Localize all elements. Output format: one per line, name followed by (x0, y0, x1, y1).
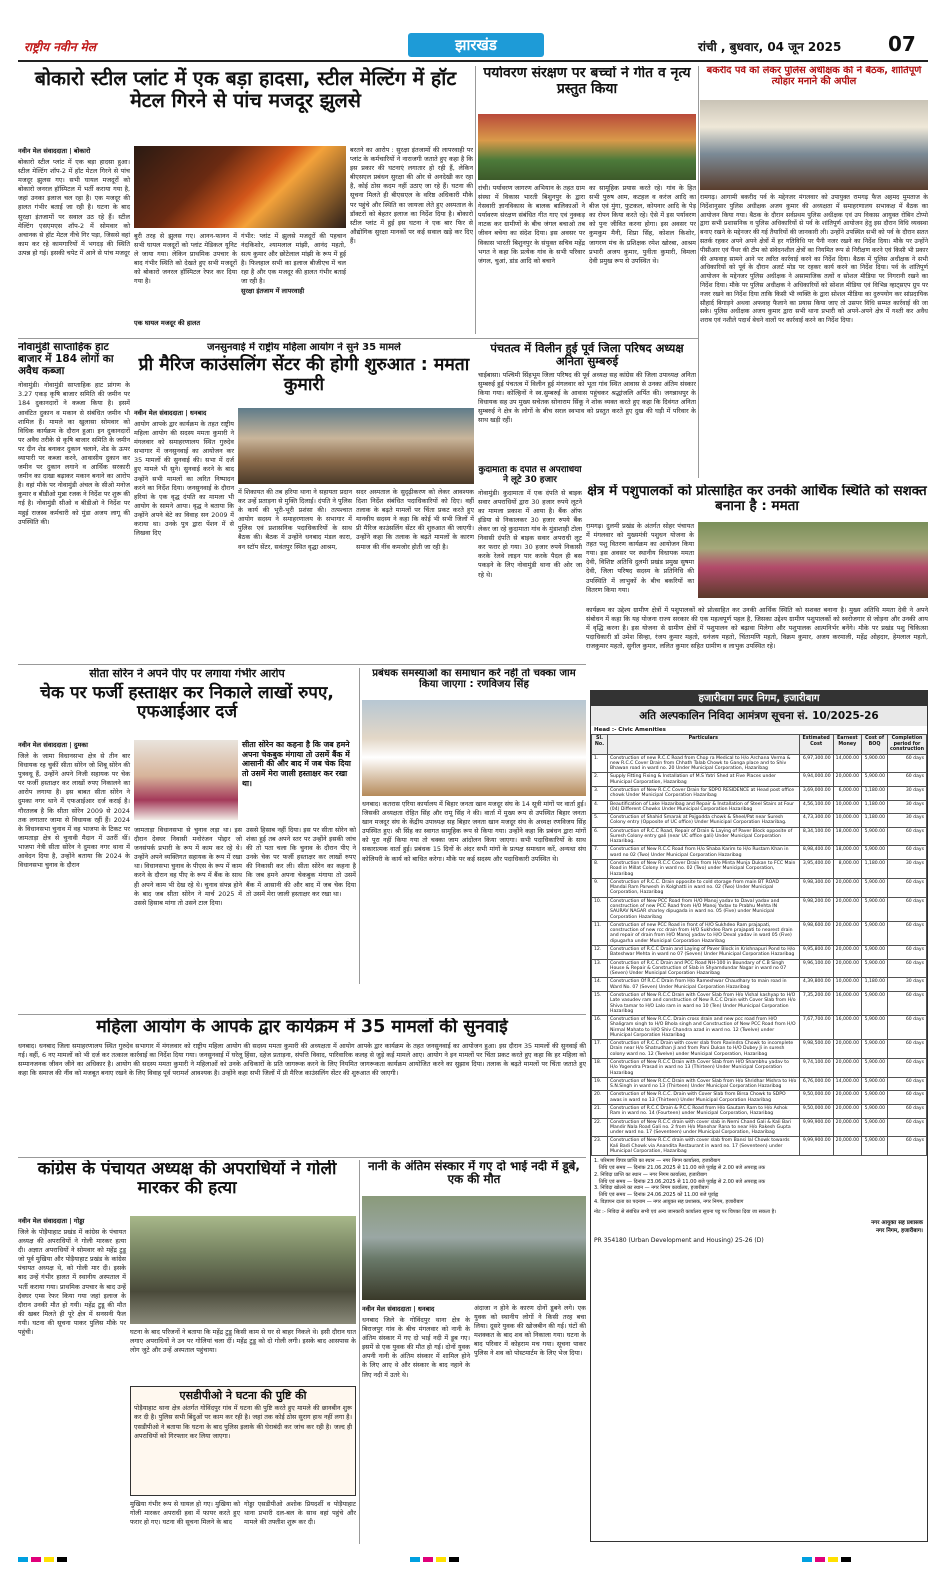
text-col-2: बुरी तरह से झुलस गए। आनन-फानन में सभी घायल मजदूरों को प्लांट मेडिकल यूनिट ले जाया गया। लेकिन प्राथमिक उपचार के बाद गंभीर स्थिति को देखते हुए सभी मजदूरों को बोकारो जनरल हॉस्पिटल रेफर कर दिया गया है। (134, 232, 237, 286)
table-cell: 10,000.00 (833, 978, 861, 992)
tender-head-line: Head :- Civic Amenities (594, 727, 666, 733)
hrule (18, 1157, 586, 1158)
kicker: जनसुनवाई में राष्ट्रीय महिला आयोग ने सुने 35 मामले (207, 342, 401, 353)
table-cell: 5,900.00 (862, 921, 888, 945)
table-row (592, 1059, 927, 1078)
tender-notice (590, 690, 928, 1542)
table-cell: Construction of R.C.C Drain with cover slab from Ravindra Chowk to incomplete Drain near H/o Shatrudhan Ji and from Pani Dukan to H/O Dubey Ji in suresh colony ward no. 12 (Twelve) under Municipal Corporation, Hazaribag (608, 1040, 800, 1059)
table-cell: 5,900.00 (862, 754, 888, 773)
table-cell: 5,900.00 (862, 1077, 888, 1091)
table-cell: 3. (592, 786, 608, 800)
text-col-2: अंदाजा न होने के कारण दोनों डूबने लगे। एक युवक को स्थानीय लोगों ने किसी तरह बचा लिया। दूसरे युवक की खोजबीन की गई। घंटों की मशक्कत के बाद शव को निकाला गया। घटना के बाद परिवार में कोहराम मच गया। सूचना पाकर पुलिस ने शव को पोस्टमार्टम के लिए भेज दिया। (474, 1304, 586, 1358)
meeting-photo (700, 100, 928, 190)
table-cell: Construction of New R.C.C. Drain cross drain and new pcc road from H/O Shaligram singh to H/O Bhola singh and Construction of New PCC Road from H/O Nirmal Mahato to H/O Shiv Chandra azad in ward no. 12 (Twelve) under Municipal Corporation Hazaribag (608, 1016, 800, 1040)
text-col-1: जिले के पोड़ैयाहाट प्रखंड में कांग्रेस के पंचायत अध्यक्ष की अपराधियों ने गोली मारकर हत्या दी। अज्ञात अपराधियों ने सोमवार को महेंद्र टुडू जो पूर्व मुखिया और पोड़ैयाहाट प्रखंड के कांग्रेस पंचायत अध्यक्ष थे, को गोली मार दी। इसके बाद उन्हें गंभीर हालत में स्थानीय अस्पताल में भर्ती कराया गया। प्राथमिक उपचार के बाद उन्हें देवघर एम्स रेफर किया गया जहां इलाज के दौरान उनकी मौत हो गयी। महेंद्र टुडू की मौत की खबर मिलते ही पूरे क्षेत्र में सनसनी फैल गयी। घटना की सूचना पाकर पुलिस मौके पर पहुंची। (18, 1228, 126, 1337)
table-cell: 7,35,200.00 (799, 991, 833, 1015)
tender-title: अति अल्पकालिन निविदा आमंत्रण सूचना सं. 10/2025-26 (591, 706, 927, 726)
table-cell: 19. (592, 1077, 608, 1091)
headline: पर्यावरण संरक्षण पर बच्चों ने गीत व नृत्य प्रस्तुत किया (483, 66, 691, 97)
tender-header: हजारीबाग नगर निगम, हजारीबाग (591, 691, 927, 706)
table-row (592, 991, 927, 1015)
table-cell: 20,000.00 (833, 773, 861, 787)
byline: नवीन मेल संवाददाता | धनबाद (134, 409, 207, 417)
table-row (592, 860, 927, 879)
gutter-rule (359, 668, 360, 984)
table-row (592, 1137, 927, 1156)
page-number: 07 (888, 32, 916, 56)
table-row (592, 846, 927, 860)
story-pre-marriage-counselling (134, 342, 474, 658)
story-anita-sumbrui (478, 342, 696, 462)
table-row (592, 827, 927, 846)
byline: नवीन मेल संवाददाता | दुमका (18, 741, 88, 749)
text-col-3: गंभीर: प्लांट में झुलसे मजदूरों की पहचान नंदकिशोर, श्यामलाल मांझी, आनंद महतो, सत्य कुमार और छोटेलाल मांझी के रूप में हुई है। फिलहाल सभी का इलाज बीजीएच में चल रहा है और एक मजदूर की हालत गंभीर बताई जा रही है। (241, 232, 346, 286)
col-period: Completion period for construction (888, 735, 927, 755)
table-cell: 5,900.00 (862, 1040, 888, 1059)
headline: कुदामाता के दंपति से अपराधियों ने लूटे 30 हजार (478, 466, 582, 485)
table-cell: 1,180.00 (862, 978, 888, 992)
text-col-1: आयोग आपके द्वार कार्यक्रम के तहत राष्ट्रीय महिला आयोग की सदस्य ममता कुमारी ने मंगलवार को समाहरणालय स्थित गुरुदेव सभागार में जनसुनवाई का आयोजन कर 35 मामलों की सुनवाई की। सभा में दर्ज हुए मामले भी सुने। सुनवाई करने के बाद उन्होंने सभी मामलों का त्वरित निष्पादन करने का निर्देश दिया। जनसुनवाई के दौरान हरियां के एक वृद्ध दंपति का मामला भी आयोग के सामने आया। वृद्ध ने बताया कि उन्होंने अपने बेटे का विवाह सन 2009 में कराया था। उनके पुत्र द्वारा पेंशन में से लिखवा दिए (134, 420, 234, 538)
text-col-3: मुखिया गंभीर रूप से घायल हो गए। मुखिया को गोली मारकर अपराधी हवा में फायर करते हुए फरार हो गए। घटना की सूचना मिलने के बाद (130, 1500, 240, 1527)
table-cell: 60 days (888, 1077, 927, 1091)
hrule (18, 664, 586, 665)
col-boq: Cost of BOQ (862, 735, 888, 755)
table-cell: Construction of New R.C.C Cover Drain for SDPO RESIDENCE at Head post office chowk Under Municipal Corporation Hazaribag (608, 786, 800, 800)
col-earnest: Earnest Money (833, 735, 861, 755)
table-cell: 60 days (888, 1105, 927, 1119)
river-photo (362, 1196, 586, 1300)
table-cell: Construction of New R.C.C drain with cover slab in Nemi Chand Gali & Kali Bari Mandir Nala Road Gali no. 2 from H/o Manohar Rana to near H/o Rakesh Gupta under ward no. 17 (Seventeen) under Municipal Corporation, Hazaribag (608, 1118, 800, 1137)
table-row (592, 1105, 927, 1119)
table-cell: 5,900.00 (862, 773, 888, 787)
table-row (592, 1077, 927, 1091)
table-row (592, 897, 927, 921)
text-col-1: रामगढ़। दुलमी प्रखंड के अंतर्गत सोहर पंचायत में मंगलवार को मुख्यमंत्री पशुधन योजना के तहत पशु वितरण कार्यक्रम का आयोजन किया गया। इस अवसर पर स्थानीय विधायक ममता देवी, विशिष्ट अतिथि दुलमी प्रखंड प्रमुख सुषमा देवी, जिला परिषद सदस्य के प्रतिनिधि की उपस्थिति में लाभुकों के बीच बकरियों का वितरण किया गया। (586, 522, 694, 594)
table-cell: 4,56,100.00 (799, 800, 833, 814)
table-cell: Construction of New R.C.C Cover Drain from H/o Minta Munja Dukan to FCC Main Road in Millat Colony in ward no. 02 (Two) under Municipal Corporation, Hazaribag (608, 860, 800, 879)
table-cell: 5,900.00 (862, 1059, 888, 1078)
text: नोवामुंडी। नोवामुंडी साप्ताहिक हाट प्रांगण के 3.27 एकड़ कृषि बाजार समिति की जमीन पर 184 दुकानदारों ने कब्जा किया है। इसमें आवंटित दुकान व मकान से संबंधित जमीन भी शामिल हैं। मामले का खुलासा सोमवार को विधिक कार्यक्रम के दौरान हुआ। इन दुकानदारों पर अवैध तरीके से कृषि बाजार समिति के जमीन पर दीन शेड बनाकर दुकान चलाने, शेड के ऊपर व्यापारी पर कब्जा करने, आवासीय दुकान कर जमीन पर दुकान लगाने व आर्थिक सरकारी जमीन का दाखा बढ़ाकर मकान बनाने का आरोप है। वहां मौके पर नोवामुंडी अंचल के सीओ मनोज कुमार व बीडीओ मुन्ना रजक ने निर्देश पर शुरू की गई है। नोवामुंडी सीओ व बीडीओ ने निर्देश पर महुई राजस्व कर्मचारी को मुंडा अजय लागू की उपस्थिति की। (18, 381, 130, 526)
table-cell: 5,900.00 (862, 1105, 888, 1119)
table-cell: 3,69,000.00 (799, 786, 833, 800)
table-cell: 5,900.00 (862, 1137, 888, 1156)
tender-pr: PR 354180 (Urban Development and Housing) 25-26 (D) (594, 1236, 764, 1244)
text-col-4: बरतने का आरोप : सुरक्षा इंतजामों की लापरवाही पर प्लांट के कर्मचारियों ने नाराजगी जताते हुए कहा है कि इस प्रकार की घटनाएं लगातार हो रही हैं, लेकिन बीएसएल प्रबंधन सुरक्षा की ओर से अनदेखी कर रहा है, कोई ठोस कदम नहीं उठाए जा रहे हैं। घटना की सूचना मिलते ही बीएसएल के वरिष्ठ अधिकारी मौके पर पहुंचे और स्थिति का जायजा लेते हुए अस्पताल के डॉक्टरों को बेहतर इलाज का निर्देश दिया है। बोकारो स्टील प्लांट में हुई इस घटना ने एक बार फिर से औद्योगिक सुरक्षा मानकों पर कई सवाल खड़े कर दिए हैं। (350, 146, 473, 245)
subhead: सुरक्षा इंतजाम में लापरवाही (241, 286, 305, 295)
story-river-drowning (362, 1160, 586, 1544)
story-livestock (586, 484, 928, 684)
ranvijay-photo (362, 700, 586, 796)
table-cell: 60 days (888, 959, 927, 978)
table-cell: 23. (592, 1137, 608, 1156)
table-cell: 20,000.00 (833, 1118, 861, 1137)
table-cell: Construction of New R.C.C. Drain with Cover Slab from Birsa Chowk to SDPO awas in ward no 13 (Thirteen) Under Municipal Corporation Hazaribag (608, 1091, 800, 1105)
note-line: 3. निविदा खोलने का स्थान — नगर निगम कार्यालय, हजारीबाग (594, 1185, 709, 1192)
section-banner (408, 33, 544, 57)
table-cell: 10. (592, 897, 608, 921)
text-col-2: जामताड़ा विधानसभा से चुनाव लड़ा था। इस दौरान देवघर निवासी मनोरंजन पोद्दार जो जनसंपर्क प्रभारी के रूप में काम कर रहे थे। उन्होंने अपने व्यक्तिगत सहायक के रूप में रखा था। विधानसभा चुनाव के पीएस के रूप में काम करने के दौरान वह पीए के रूप में बैंक के साथ ही अपने काम भी देख रहे थे। चुनाव संपन्न होने के बाद जब सीता सोरेन ने मार्च 2025 में उससे हिसाब मांगा तो उसने टाल दिया। (134, 826, 242, 907)
table-cell: 5,900.00 (862, 897, 888, 921)
table-cell: 2. (592, 773, 608, 787)
table-cell: Construction of New R.C.C Drain with Cover Slab from H/o Vishal kashyap to H/O Late vasudev ram and construction of New R.C.C Drain with Cover Slab from H/o Shiva tamar to H/O Lalo ram in ward no 10 (Ten) Under Municipal Corporation Hazaribag (608, 991, 800, 1015)
table-cell: 30 days (888, 860, 927, 879)
table-cell: 5,900.00 (862, 827, 888, 846)
table-cell: 9,99,900.00 (799, 1137, 833, 1156)
note-line: तिथि एवं समय — दिनांक 21.06.2025 से 11.00 बजे पूर्वाह्न से 2.00 बजे अपराह्न तक (594, 1165, 766, 1172)
table-cell: 9,98,300.00 (799, 878, 833, 897)
text-col-1: बोकारो स्टील प्लांट में एक बड़ा हादसा हुआ। स्टील मेल्टिंग शॉप-2 में हॉट मेटल गिरने से पांच मजदूर झुलस गए। सभी घायल मजदूरों को बोकारो जनरल हॉस्पिटल में भर्ती कराया गया है, जहां उनका इलाज चल रहा है। एक मजदूर की हालत गंभीर बताई जा रही है। घटना के बाद सुरक्षा इंतजामों पर सवाल उठ रहे हैं। स्टील मेल्टिंग एसएमएस शॉप-2 में सोमवार को अचानक से हॉट मेटल नीचे गिर पड़ा, जिससे वहां काम कर रहे कामगारियों में भगदड़ की स्थिति उत्पन्न हो गई। इसकी चपेट में आने से पांच मजदूर (18, 158, 130, 257)
table-row (592, 814, 927, 828)
table-row (592, 786, 927, 800)
table-row (592, 959, 927, 978)
headline: नानी के अंतिम संस्कार में गए दो भाई नदी में डूबे, एक की मौत (368, 1160, 580, 1187)
table-row (592, 773, 927, 787)
table-cell: 5. (592, 814, 608, 828)
gutter-rule (475, 66, 476, 334)
table-cell: Construction of new PCC Road in front of H/O Sukhdeo Ram prajapati, construction of new rcc drain from H/O Sukhdeo Ram prajapati to nearest drain and repair of drain from H/O Manoj yadav to H/O Deval yadav in ward 05 (Five) dipugarha under Municipal Corporation Hazaribag (608, 921, 800, 945)
table-cell: Construction of R.C.C Drain and Laying of Paver Block in Krishnapuri Pond to H/o Bateshwar Mehta in ward no 07 (Seven) Under Municipal Corporation Hazaribag (608, 945, 800, 959)
sdpo-box (130, 1386, 356, 1496)
hrule (18, 1014, 586, 1015)
table-cell: 21. (592, 1105, 608, 1119)
story-environment (478, 66, 696, 338)
text-col-4: गोड्डा एसडीपीओ अशोक प्रियदर्शी व पोड़ैयाहाट थाना प्रभारी दल-बल के साथ वहां पहुंचे और मामले की तफ्तीश शुरू कर दी। (244, 1500, 356, 1527)
table-cell: 9. (592, 878, 608, 897)
table-cell: 6,76,000.00 (799, 1077, 833, 1091)
story-ranvijay-singh (362, 668, 586, 984)
table-cell: 60 days (888, 1118, 927, 1137)
table-row (592, 1091, 927, 1105)
tender-table (591, 734, 927, 1156)
photo-caption: एक घायल मजदूर की हालत (134, 319, 201, 327)
table-cell: 7. (592, 846, 608, 860)
masthead (18, 30, 928, 60)
story-congress-murder (18, 1160, 356, 1544)
paper-logo: राष्ट्रीय नवीन मेल (24, 40, 96, 54)
table-cell: Construction of R.C.C Drain & P.C.C Road from H/o Gautam Ram to H/o Ashok Ram in ward no. 14 (Fourteen) under Municipal Corporation, Hazaribag (608, 1105, 800, 1119)
table-cell: 7,67,700.00 (799, 1016, 833, 1040)
headline: पंचतत्व में विलीन हुई पूर्व जिला परिषद अध्यक्ष अनिता सुम्बरुई (490, 342, 684, 368)
story-bokaro (18, 66, 473, 334)
text: धनबाद। धनबाद जिला समाहरणालय स्थित गुरुदेव सभागार में मंगलवार को राष्ट्रीय महिला आयोग की सदस्य ममता कुमारी की अध्यक्षता में आयोग आपके द्वार कार्यक्रम के तहत जनसुनवाई का आयोजन हुआ। इस दौरान 35 मामलों की सुनवाई की गई। वहीं, 6 नए मामलों को भी दर्ज कर तत्काल कार्रवाई का निर्देश दिया गया। जनसुनवाई में घरेलू हिंसा, दहेज प्रताड़ना, संपत्ति विवाद, पारिवारिक कलह से जुड़े कई मामले आए। आयोग ने इन मामलों पर चिंता प्रकट करते हुए कहा कि हर महिला को सम्मानजनक जीवन जीने का अधिकार है। आयोग की सदस्य ममता कुमारी ने महिलाओं को उनके अधिकारों के प्रति जागरूक करने के लिए नियमित जागरूकता कार्यक्रम आयोजित करने का सुझाव दिया। तलाक के बढ़ते मामलों पर चिंता जताते हुए कहा कि समाज की नींव को मजबूत बनाए रखने के लिए विवाह पूर्व परामर्श आवश्यक है। उन्होंने कहा सभी जिलों में प्री मैरिज काउंसलिंग सेंटर की शुरुआत की जाएगी। (18, 1041, 586, 1077)
story-bakrid-meeting (700, 66, 928, 478)
table-cell: 9,94,000.00 (799, 773, 833, 787)
headline: प्री मैरिज काउंसलिंग सेंटर की होगी शुरुआत : ममता कुमारी (138, 355, 470, 395)
table-cell: 4,73,300.00 (799, 814, 833, 828)
table-cell: 9,96,100.00 (799, 959, 833, 978)
table-row (592, 921, 927, 945)
table-cell: 5,900.00 (862, 1091, 888, 1105)
table-cell: 14,000.00 (833, 1077, 861, 1091)
table-cell: 9,50,000.00 (799, 1091, 833, 1105)
section-title: झारखंड (455, 36, 497, 54)
table-cell: 9,98,600.00 (799, 921, 833, 945)
table-cell: 5,900.00 (862, 1118, 888, 1137)
table-cell: 20,000.00 (833, 921, 861, 945)
table-cell: 8,98,400.00 (799, 846, 833, 860)
table-cell: 60 days (888, 827, 927, 846)
headline: चेक पर फर्जी हस्ताक्षर कर निकाले लाखों रुपए, एफआईआर दर्ज (40, 683, 334, 723)
table-cell: 60 days (888, 1091, 927, 1105)
table-row (592, 1016, 927, 1040)
sita-soren-photo (134, 740, 238, 820)
crowd-photo (130, 1216, 356, 1324)
table-cell: Construction of R.C.C. Drain opposite to cold storage from main BT ROAD Mandai Ram Parwesh in Kolghatti in ward no. 02 (Two) Under Municipal Corporation, Hazaribag (608, 878, 800, 897)
table-cell: 9,74,100.00 (799, 1059, 833, 1078)
table-cell: 15. (592, 991, 608, 1015)
table-cell: 20,000.00 (833, 1059, 861, 1078)
table-cell: 30 days (888, 786, 927, 800)
table-cell: Construction of New R.C.C drain with cover slab from Bansi lal Chowk towards Kali Badi Chowk via Anandita Restaurant in ward no. 17 (Seventeen) under Municipal Corporation, Hazaribag (608, 1137, 800, 1156)
table-cell: 18,000.00 (833, 846, 861, 860)
text-col-2: में शिकायत की तब हरिया थाना ने सहायता प्रदान कर उन्हें प्रताड़ना से मुक्ति दिलाई। दंपति ने पुलिस के कार्य की भूरी-भूरी प्रशंसा की। तत्पश्चात आयोग सदस्य ने समाहरणालय के सभागार में पुलिस एवं प्रशासनिक पदाधिकारियों के साथ बैठक की। बैठक में उन्होंने धनबाद मंडल कारा, वन स्टॉप सेंटर, सवंतपुर स्थित वृद्धा आश्रम, (238, 488, 352, 551)
registration-marks (18, 1550, 928, 1562)
table-cell: 6. (592, 827, 608, 846)
table-cell: 8. (592, 860, 608, 879)
table-row (592, 945, 927, 959)
table-cell: 5,900.00 (862, 878, 888, 897)
headline: क्षेत्र में पशुपालकों को प्रोत्साहित कर उनकी आर्थिक स्थिति को सशक्त बनाना है : ममता (587, 484, 927, 515)
table-cell: Construction of Shahid Smarak at Pojgodda chowk & Sheel/Pat near Suresh Colony entry (Opposite of UC office) Under Municipal Corporation Hazaribag. (608, 814, 800, 828)
table-cell: 6,97,300.00 (799, 754, 833, 773)
text-col-1: रांची। पर्यावरण जागरण अभियान के तहत ग्राम संस्था में विकास भारती बिशुनपुर के द्वारा गेसवारी ज्ञानविकास के बालक बालिकाओं ने पर्यावरण संरक्षण संबंधित गीत गाए एवं नुक्कड़ नाटक कर ग्रामीणों के बीच जंगल बचाओ तब जीवन बचेगा का संदेश दिया। इस अवसर पर विकास भारती बिशुनपुर के संयुक्त सचिव महेंद्र भगत ने कहा कि प्रत्येक गांव के सभी परिवार जंगल, चुआं, डांड आदि को बचाने (478, 184, 585, 265)
table-cell: 9,99,900.00 (799, 1118, 833, 1137)
table-cell: 20,000.00 (833, 1105, 861, 1119)
headline: बोकारो स्टील प्लांट में एक बड़ा हादसा, स्टील मेल्टिंग में हॉट मेटल गिरने से पांच मजदूर झुलसे (34, 67, 457, 112)
table-cell: 14. (592, 978, 608, 992)
table-cell: 1. (592, 754, 608, 773)
table-cell: 12. (592, 945, 608, 959)
tender-sign: नगर आयुक्त सह प्रशासक नगर निगम, हजारीबाग। (871, 1219, 923, 1234)
table-cell: 60 days (888, 921, 927, 945)
table-cell: 20,000.00 (833, 945, 861, 959)
table-cell: 20,000.00 (833, 1137, 861, 1156)
table-cell: 20,000.00 (833, 1040, 861, 1059)
pull-quote: सीता सोरेन का कहना है कि जब हमने अपना चेकबुक मंगाया तो उसमें बैंक में आसानी की और बाद में जब चेक दिया तो उसमें मेरा जाली हस्ताक्षर कर रखा था। (242, 740, 351, 788)
table-cell: 30 days (888, 800, 927, 814)
table-cell: Construction of New R.C.C Drain with Cover Slab from H/O Shambhu yadav to H/o Yogendra Prasad in ward no 13 (Thirteen) Under Municipal Corporation Hazaribag (608, 1059, 800, 1078)
table-cell: 60 days (888, 897, 927, 921)
table-cell: 5,900.00 (862, 846, 888, 860)
text: चाईबासा। पश्चिमी सिंहभूम जिला परिषद की पूर्व अध्यक्ष सह कांग्रेस की जिला उपाध्यक्ष अनिता सुम्बरुई हुई पंचतत्व में विलीन हुई मंगलवार को भूता गांव स्थित आवास से उनका अंतिम संस्कार किया गया। कोल्हिनों ने स्व.सुम्बरुई के आवास पहुंचकर श्रद्धांजलि अर्पित की। जगन्नाथपुर के विधायक सह उप मुख्य सचेतक सोनाराम सिंकू ने शोक व्यक्त करते हुए कहा कि दिवंगत अनिता सुम्बरुई ने क्षेत्र के लोगों के बीच सरल स्वभाव को प्रस्तुत करते हुए दुख की घड़ी में परिवार के साथ खड़ी रहीं। (478, 370, 696, 425)
table-cell: 3,95,400.00 (799, 860, 833, 879)
hrule (18, 338, 698, 339)
table-row (592, 1118, 927, 1137)
table-cell: 8,34,100.00 (799, 827, 833, 846)
byline: नवीन मेल संवाददाता | धनबाद (362, 1305, 435, 1313)
table-cell: 5,900.00 (862, 1016, 888, 1040)
table-cell: 6,000.00 (833, 786, 861, 800)
table-row (592, 878, 927, 897)
table-cell: Construction of New PCC Road from H/O Manoj yadav to Daval yadav and construction of new PCC Road from H/O Manoj Yadav to Prabhu Mehta IN SAURAV NAGAR sharley dipugada in ward no. 05 (Five) under Municipal Corporation Hazaribag (608, 897, 800, 921)
table-cell: Beautification of Lake Hazaribag and Repair & Installation of Steel Stairs at Four (04) Different Chowks Under Municipal Corporation Hazaribag (608, 800, 800, 814)
table-cell: 16,000.00 (833, 991, 861, 1015)
table-cell: 5,900.00 (862, 959, 888, 978)
table-cell: 20,000.00 (833, 959, 861, 978)
byline: नवीन मेल संवाददाता | बोकारो (18, 147, 91, 155)
table-row (592, 754, 927, 773)
table-cell: 1,180.00 (862, 814, 888, 828)
note-line: तिथि एवं समय — दिनांक 24.06.2025 को 11.00 बजे पूर्वाह्न (594, 1192, 719, 1199)
table-cell: 16. (592, 1016, 608, 1040)
table-cell: 18. (592, 1059, 608, 1078)
col-sl: Sl. No. (592, 735, 608, 755)
tender-notes (591, 1156, 927, 1207)
table-cell: 60 days (888, 754, 927, 773)
headline: प्रबंधक समस्याओं का समाधान करें नहीं तो चक्का जाम किया जाएगा : रणविजय सिंह (372, 668, 576, 691)
table-cell: 9,50,000.00 (799, 1105, 833, 1119)
table-cell: 30 days (888, 814, 927, 828)
table-row (592, 978, 927, 992)
story-novamundi-hat (18, 342, 130, 662)
table-cell: 11. (592, 921, 608, 945)
livestock-photo (698, 522, 928, 598)
table-cell: 60 days (888, 1137, 927, 1156)
col-particulars: Particulars (608, 735, 800, 755)
note-line: 4. विज्ञापन दाता का पदनाम — नगर आयुक्त सह प्रशासक, नगर निगम, हजारीबाग (594, 1198, 744, 1205)
table-cell: 9,98,200.00 (799, 897, 833, 921)
text: धनबाद। कतरास एरिया कार्यालय में बिहार जनता खान मजदूर संघ के 14 सूत्री मांगों पर वार्ता हुई। जिसकी अध्यक्षता रोहित सिंह और रामू सिंह ने की। वार्ता में मुख्य रूप से उपस्थित बिहार जनता खान मजदूर संघ के केंद्रीय उपाध्यक्ष सह बिहार जनता खान मजदूर संघ के अध्यक्ष रणविजय सिंह उपस्थित हुए। श्री सिंह का स्वागत सामूहिक रूप से किया गया। उन्होंने कहा कि प्रबंधन द्वारा मांगों को पूरा नहीं किया गया तो चक्का जाम आंदोलन किया जाएगा। सभी पदाधिकारियों के साथ सकारात्मक वार्ता हुई। प्रबंधक 15 दिनों के अंदर सभी मांगों के प्रत्यक्ष समाधान करें, अन्यथा संघ कोलियरी के कार्य को बाधित करेगा। मौके पर कई सदस्य और पदाधिकारी उपस्थित थे। (362, 800, 586, 863)
masthead-rule (18, 60, 928, 62)
table-cell: 20,000.00 (833, 897, 861, 921)
hearing-photo (238, 408, 474, 484)
table-cell: 60 days (888, 1016, 927, 1040)
story-kudamata-loot (478, 466, 582, 656)
table-cell: 60 days (888, 773, 927, 787)
table-cell: 5,900.00 (862, 945, 888, 959)
table-cell: 60 days (888, 878, 927, 897)
table-cell: 4,39,800.00 (799, 978, 833, 992)
headline: बकरीद पर्व को लेकर पुलिस अधीक्षक की ने बैठक, शांतिपूर्ण त्योहार मनाने की अपील (706, 66, 922, 87)
table-row (592, 800, 927, 814)
table-cell: 60 days (888, 1059, 927, 1078)
table-cell: 5,900.00 (862, 991, 888, 1015)
table-row (592, 1040, 927, 1059)
children-dance-photo (478, 114, 696, 180)
table-cell: 14,000.00 (833, 754, 861, 773)
text-col-3: उससे हिसाब नहीं दिया। इस पर सीता सोरेन को शंका हुई तब अपने स्तर पर उन्होंने इसकी जांच की तो पता चला कि चुनाव के दौरान पीए ने उनके चेक पर फर्जी हस्ताक्षर कर लाखों रुपए की निकासी कर ली। सीता सोरेन का कहना है कि जब हमने अपना चेकबुक मंगाया तो उसमें बैंक में आसानी की और बाद में जब चेक दिया तो उसमें मेरा जाली हस्ताक्षर कर रखा था। (246, 826, 356, 898)
table-cell: 20,000.00 (833, 1091, 861, 1105)
table-cell: Construction of new R.C.C Road from Chop ra Medical to H/o Archana Verma & new R.C.C Cover Drain from Chhath Talab Chowk to Ganga place and to Shiv Bhawan road in ward no. 20 Under Municipal Corporation, Hazaribag (608, 754, 800, 773)
table-cell: 30 days (888, 978, 927, 992)
table-cell: 1,180.00 (862, 860, 888, 879)
text-col-1: धनबाद जिले के गोविंदपुर थाना क्षेत्र के बिराजपुर गांव के बीच मंगलवार को नानी के अंतिम संस्कार में गए दो भाई नदी में डूब गए। इसमें से एक युवक की मौत हो गई। दोनों युवक अपनी नानी के अंतिम संस्कार में शामिल होने के लिए आए थे और संस्कार के बाद नहाने के लिए नदी में उतरे थे। (362, 1316, 470, 1379)
table-cell: 8,000.00 (833, 860, 861, 879)
gutter-rule (698, 66, 699, 478)
table-cell: 9,98,500.00 (799, 1040, 833, 1059)
fire-photo (134, 146, 346, 228)
table-cell: Supply Fitting Fixing & Installation of M.S Yatri Shed at Five Places under Municipal Corporation, Hazaribag (608, 773, 800, 787)
table-cell: 60 days (888, 991, 927, 1015)
table-cell: 4. (592, 800, 608, 814)
table-cell: 17. (592, 1040, 608, 1059)
text-col-3: कार्यक्रम का उद्देश्य ग्रामीण क्षेत्रों में पशुपालकों को प्रोत्साहित कर उनकी आर्थिक स्थिति को सशक्त बनाना है। मुख्य अतिथि ममता देवी ने अपने संबोधन में कहा कि यह योजना राज्य सरकार की एक महत्वपूर्ण पहल है, जिसका उद्देश्य ग्रामीण पशुपालकों को स्वरोजगार से जोड़ना और उनकी आय में वृद्धि करना है। इस योजना से ग्रामीण क्षेत्रों में पशुपालन को बढ़ावा मिलेगा और पशुपालक आत्मनिर्भर बनेंगे। मौके पर प्रखंड पशु चिकित्सा पदाधिकारी डॉ उमेश सिन्हा, रंजय कुमार महतो, धनंजय महतो, चिंतामणि महतो, विक्रम कुमार, अजय करमाली, महेंद्र ओहदार, हेमलाल महतो, राजकुमार महतो, सुनील कुमार, ललित कुमार सहित ग्रामीण व लाभुक उपस्थित रहे। (586, 606, 928, 651)
story-sita-soren (18, 668, 356, 982)
tender-footnote: नोट :- निविदा से संबंधित सभी एवं अन्य जानकारी कार्यालय सूचना पट्ट पर चिपका दिया जा सकता है। (594, 1208, 777, 1215)
table-cell: 1,180.00 (862, 786, 888, 800)
table-cell: 16,000.00 (833, 1016, 861, 1040)
table-cell: Construction of R.C.C Road, Repair of Drain & Laying of Paver Block opposite of Suresh Colony entry gali (near UC office gali) Under Municipal Corporation Hazaribag. (608, 827, 800, 846)
table-cell: 20. (592, 1091, 608, 1105)
table-cell: 10,000.00 (833, 814, 861, 828)
table-cell: Construction of R.C.C Drain and PCC Road NH-100 in Boundary of C.B Singh House & Repair & Construction of Slab in Shyamdundar Nagar in ward no 07 (Seven) Under Municipal Corporation Hazaribag (608, 959, 800, 978)
text-col-3: सदर अस्पताल के सुदृढ़ीकरण को लेकर आवश्यक दिशा निर्देश संबंधित पदाधिकारियों को दिए। वहीं तलाक के बढ़ते मामलों पर चिंता प्रकट करते हुए मानवीय सदस्य ने कहा कि कोई भी सभी जिलों में प्री मैरिज काउंसलिंग सेंटर की शुरुआत की जाएगी। उन्होंने कहा कि तलाक के बढ़ते मामलों के कारण समाज की नींव कमजोर होती जा रही है। (356, 488, 474, 551)
headline: नोवामुंडी साप्ताहिक हाट बाजार में 184 लोगों का अवैध कब्जा (18, 342, 114, 377)
story-mahila-aayog-hearing (18, 1018, 586, 1156)
text-col-2: घटना के बाद परिजनों ने बताया कि महेंद्र टुडू किसी काम से घर से बाहर निकले थे। इसी दौरान घात लगाए अपराधियों ने उन पर गोलियां चला दीं। महेंद्र टुडू को दो गोली लगी। इसके बाद आसपास के लोग जुटे और उन्हें अस्पताल पहुंचाया। (130, 1328, 356, 1355)
dateline: रांची , बुधवार, 04 जून 2025 (698, 40, 842, 54)
table-cell: Construction of New R.C.C Drain with Cover Slab from H/o Shridhar Mishra to H/o S.N.Singh in ward no 13 (Thirteen) Under Municipal Corporation Hazaribag (608, 1077, 800, 1091)
gutter-rule (359, 1160, 360, 1544)
table-cell: 22. (592, 1118, 608, 1137)
text: नोवामुंडी। कुदामाता में एक दंपति से बाइक सवार अपराधियों द्वारा 30 हजार रुपये लूटने का मामला प्रकाश में आया है। बैंक ऑफ इंडिया से निकालकर 30 हजार रुपये बैंक लेकर जा रहे कुदामाता गांव के मुंडाशाही टोला निवासी दंपति से बाइक सवार अपराधी लूट कर फरार हो गया। 30 हजार रुपये निकासी करके रेलवे लाइन पार करके पैदल ही बस पकड़ने के लिए नोवामुंडी थाना की ओर जा रहे थे। (478, 488, 582, 579)
table-cell: Construction Of R.C.C Drain from H/o Rameshwar Chaudhary to main road in Ward No. 07 (Seven) Under Municipal Corporation Hazaribag (608, 978, 800, 992)
col-cost: Estimated Cost (799, 735, 833, 755)
table-cell: Construction of New R.C.C Road from H/o Shaba Karim to H/o Rustam Khan in ward no 02 (Two) Under Municipal Corporation Hazaribag (608, 846, 800, 860)
byline: नवीन मेल संवाददाता | गोड्डा (18, 1217, 85, 1225)
table-cell: 10,000.00 (833, 800, 861, 814)
table-cell: 60 days (888, 945, 927, 959)
text: रामगढ़। आगामी बकरीद पर्व के मद्देनजर मंगलवार को उपायुक्त रामगढ़ फैज अहमद मुमताज के निर्देशानुसार पुलिस अधीक्षक अजय कुमार की अध्यक्षता में समाहरणालय सभाकक्ष में बैठक का आयोजन किया गया। बैठक के दौरान सर्वप्रथम पुलिस अधीक्षक एवं उप विकास आयुक्त रोबिन टोप्पो द्वारा सभी प्रशासनिक व पुलिस अधिकारियों से पर्व के शांतिपूर्ण आयोजन हेतु इस दौरान विधि व्यवस्था बनाए रखने के मद्देनजर की गई तैयारियों की जानकारी ली। उन्होंने उपस्थित सभी को पर्व के दौरान सतत सतर्क रहकर अपने अपने क्षेत्रों में हर गतिविधि पर पैनी नजर रखने का निर्देश दिया। मौके पर उन्होंने पीसीआर एवं पैंथर की टीम को संवेदनशील क्षेत्रों का नियमित रूप से निरीक्षण करने एवं किसी भी प्रकार की अफवाह सामने आने पर त्वरित कार्रवाई करने का निर्देश दिया। बैठक में पुलिस अधीक्षक ने सभी अधिकारियों को पूर्व के दौरान अलर्ट मोड पर रहकर कार्य करने का निर्देश दिया। पर्व के शांतिपूर्ण आयोजन के मद्देनजर पुलिस अधीक्षक ने असामाजिक तत्वों व सोशल मीडिया पर निगरानी रखने का निर्देश दिया। मौके पर पुलिस अधीक्षक ने अधिकारियों को सोशल मीडिया एवं विभिन्न व्हाट्सएप ग्रुप पर नजर रखने का निर्देश दिया ताकि किसी भी व्यक्ति के द्वारा सोशल मीडिया का दुरुपयोग कर सांप्रदायिक सौहार्द बिगाड़ने अथवा अफवाह फैलाने का प्रयास किया जाए तो उसपर विधि सम्मत कार्रवाई की जा सके। पुलिस अधीक्षक अजय कुमार द्वारा सभी थाना प्रभारी को अपने-अपने क्षेत्र में गश्ती कर अवैध शराब एवं नशीले पदार्थ बेचने वालों पर कार्रवाई करने का निर्देश दिया। (700, 194, 928, 325)
text-col-2: का सामूहिक प्रयास करते रहे। गांव के हित सभी पुरुष आम, कटहल व करंज आदि का बीज एवं मुंगा, फुटकल, कोयनार आदि के पेड़ का रोपन किया करते रहे। ऐसे में इस पर्यावरण को पुनः जीवित करना होगा। इस अवसर पर कुमकुम मैनी, शिप्रा सिंह, कोशल किशोर, जागरण मंच के प्रशिक्षक रमेश खोरबा, आश्रम प्रभारी अजय कुमार, पुनीता कुमारी, विमला देवी प्रमुख रूप से उपस्थित थे। (589, 184, 696, 265)
kicker: सीता सोरेन ने अपने पीए पर लगाया गंभीर आरोप (89, 668, 285, 680)
table-cell: 60 days (888, 846, 927, 860)
note-line: 1. परिमाण विपत्र प्राप्ति का स्थान — नगर निगम कार्यालय, हजारीबाग (594, 1158, 721, 1165)
box-title: एसडीपीओ ने घटना की पुष्टि की (179, 1389, 307, 1402)
note-line: तिथि एवं समय — दिनांक 23.06.2025 से 11.00 बजे पूर्वाह्न से 2.00 बजे अपराह्न तक (594, 1178, 766, 1185)
table-cell: 18,000.00 (833, 827, 861, 846)
text-col-1: जिले के जामा विधानसभा क्षेत्र से तीन बार विधायक रह चुकीं सीता सोरेन जो शिबू सोरेन की पुत्रवधू हैं, उन्होंने अपने निजी सहायक पर चेक पर फर्जी हस्ताक्षर कर लाखों रुपए निकालने का आरोप लगाया है। इस बाबत सीता सोरेन ने दुमका नगर थाने में एफआईआर दर्ज कराई है। गौरतलब है कि सीता सोरेन 2009 से 2024 तक लगातार जामा से विधायक रहीं हैं। 2024 के विधानसभा चुनाव में वह भाजपा के टिकट पर जामताड़ा क्षेत्र से चुनावी मैदान में उतरीं थीं। भाजपा नेत्री सीता सोरेन ने दुमका नगर थाना में आवेदन दिया है, उन्होंने बताया कि 2024 के विधानसभा चुनाव के दौरान (18, 752, 130, 870)
note-line: 2. निविदा प्राप्ति का स्थान — नगर निगम कार्यालय, हजारीबाग (594, 1171, 707, 1178)
box-text: पोड़ैयाहाट थाना क्षेत्र अंतर्गत गोविंदपुर गांव में घटना की पुष्टि करते हुए मामले की छानबीन शुरू कर दी है। पुलिस सभी बिंदुओं पर काम कर रही है। जहां तक कोई ठोस सुराग हाथ नहीं लगा है। एसडीपीओ ने बताया कि घटना के बाद पुलिस इलाके की घेराबंदी कर जांच कर रही है। जल्द ही अपराधियों को गिरफ्तार कर लिया जाएगा। (134, 1404, 352, 1440)
table-cell: 9,95,800.00 (799, 945, 833, 959)
headline: महिला आयोग के आपके द्वार कार्यक्रम में 35 मामलों की सुनवाई (96, 1018, 508, 1037)
table-cell: 13. (592, 959, 608, 978)
headline: कांग्रेस के पंचायत अध्यक्ष की अपराधियों ने गोली मारकर की हत्या (37, 1160, 337, 1199)
table-cell: 1,180.00 (862, 800, 888, 814)
table-cell: 20,000.00 (833, 878, 861, 897)
table-cell: 60 days (888, 1040, 927, 1059)
